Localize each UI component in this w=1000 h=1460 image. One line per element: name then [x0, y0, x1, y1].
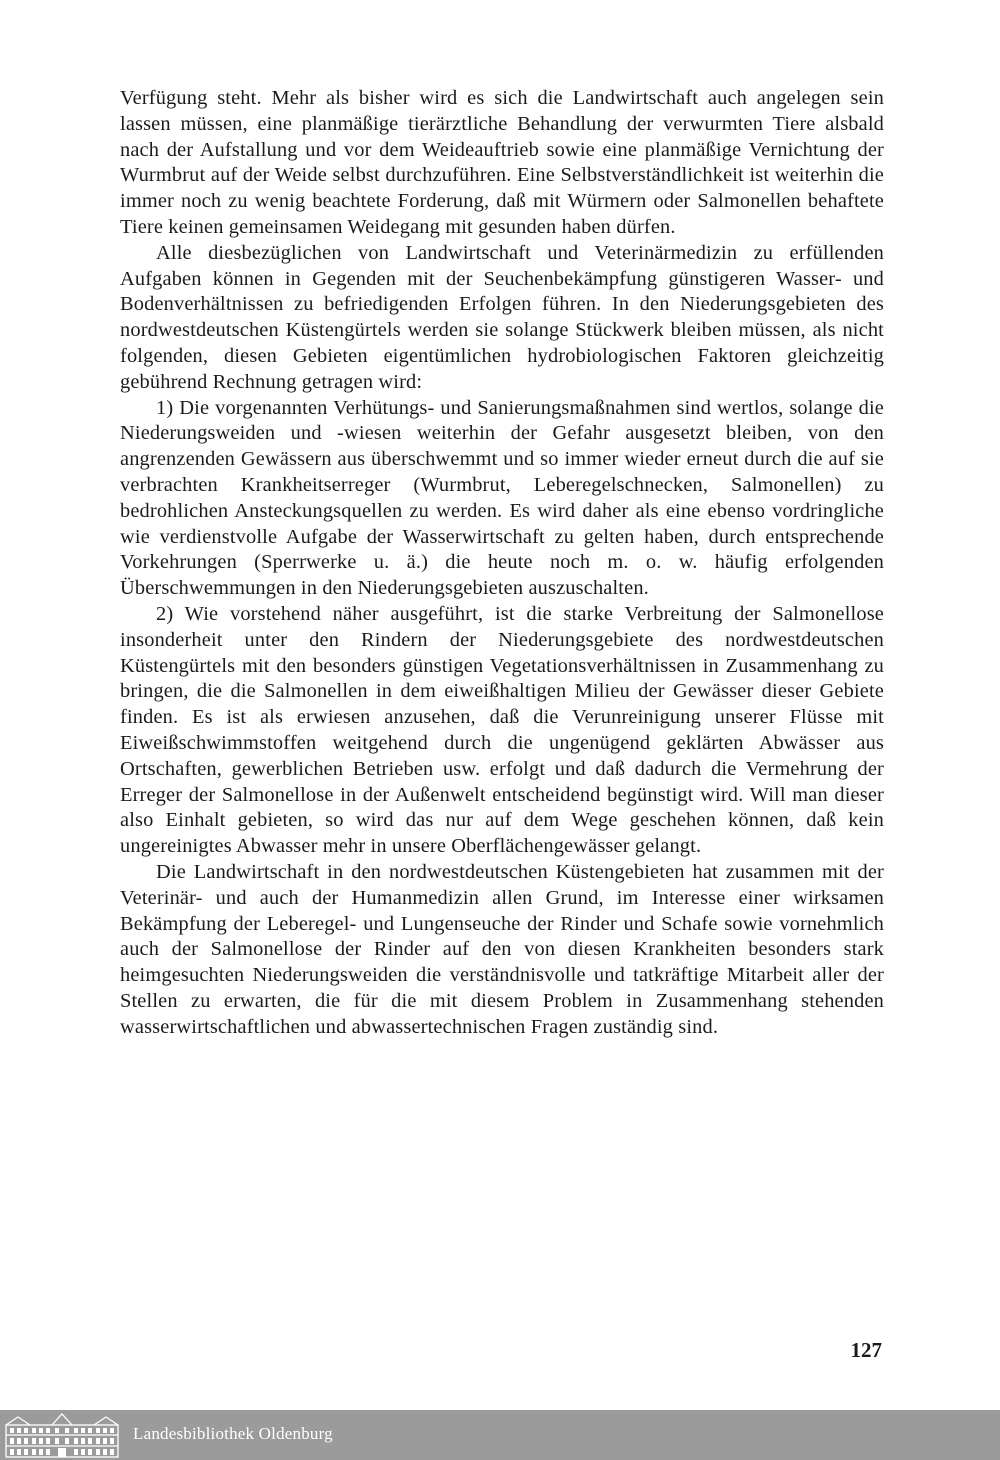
- paragraph-conclusion: Die Landwirtschaft in den nordwestdeutschen Küstengebieten hat zusammen mit der Veterinär- und auch der Humanmedizin allen Grund, im Interesse einer wirksamen Bekämpfung der Leberegel- und Lungenseuche der Rinder und Schafe sowie vornehmlich auch der Salmonellose der Rinder auf den von diesen Krankheiten besonders stark heimgesuchten Niederungsweiden die verständnisvolle und tatkräftige Mitarbeit aller der Stellen zu erwarten, die für die mit diesem Problem in Zusammenhang stehenden wasserwirtschaftlichen und abwassertechnischen Fragen zuständig sind.: [120, 860, 884, 1038]
- page-number: 127: [850, 1338, 882, 1362]
- footer-bar: [0, 1410, 1000, 1460]
- library-building-icon: [2, 1411, 122, 1459]
- footer-library-name: Landesbibliothek Oldenburg: [133, 1424, 333, 1443]
- paragraph-tasks: Alle diesbezüglichen von Landwirtschaft und Veterinärmedizin zu erfüllenden Aufgaben können in Gegenden mit der Seuchenbekämpfung günstigeren Wasser- und Bodenverhältnissen zu befriedigenden Erfolgen führen. In den Niederungsgebieten des nordwestdeutschen Küstengürtels werden sie solange Stückwerk bleiben müssen, als nicht folgenden, diesen Gebieten eigentümlichen hydrobiologischen Faktoren gleichzeitig gebührend Rechnung getragen wird:: [120, 241, 884, 393]
- paragraph-point-2: 2) Wie vorstehend näher ausgeführt, ist die starke Verbreitung der Salmonellose insonderheit unter den Rindern der Niederungsgebiete des nordwestdeutschen Küstengürtels mit den besonders günstigen Vegetationsverhältnissen in Zusammenhang zu bringen, die die Salmonellen in dem eiweißhaltigen Milieu der Gewässer dieser Gebiete finden. Es ist als erwiesen anzusehen, daß die Verunreinigung unserer Flüsse mit Eiweißschwimmstoffen weitgehend durch die ungenügend geklärten Abwässer aus Ortschaften, gewerblichen Betrieben usw. erfolgt und daß dadurch die Vermehrung der Erreger der Salmonellose in der Außenwelt entscheidend begünstigt wird. Will man dieser also Einhalt gebieten, so wird das nur auf dem Wege geschehen können, daß kein ungereinigtes Abwasser mehr in unsere Oberflächengewässer gelangt.: [120, 602, 884, 858]
- paragraph-continuation: Verfügung steht. Mehr als bisher wird es sich die Landwirtschaft auch angelegen sein lassen müssen, eine planmäßige tierärztliche Behandlung der verwurmten Tiere alsbald nach der Aufstallung und vor dem Weideauftrieb sowie eine planmäßige Vernichtung der Wurmbrut auf der Weide selbst durchzuführen. Eine Selbstverständlichkeit ist weiterhin die immer noch zu wenig beachtete Forderung, daß mit Würmern oder Salmonellen behaftete Tiere keinen gemeinsamen Weidegang mit gesunden haben dürfen.: [120, 87, 884, 238]
- paragraph-point-1: 1) Die vorgenannten Verhütungs- und Sanierungsmaßnahmen sind wertlos, solange die Niederungsweiden und -wiesen weiterhin der Gefahr ausgesetzt bleiben, von den angrenzenden Gewässern aus überschwemmt und so immer wieder erneut durch die auf sie verbrachten Krankheitserreger (Wurmbrut, Leberegelschnecken, Salmonellen) zu bedrohlichen Ansteckungsquellen zu werden. Es wird daher als eine ebenso vordringliche wie verdienstvolle Aufgabe der Wasserwirtschaft zu gelten haben, durch entsprechende Vorkehrungen (Sperrwerke u. ä.) die heute noch m. o. w. häufig erfolgenden Überschwemmungen in den Niederungsgebieten auszuschalten.: [120, 396, 884, 600]
- body-text: [120, 86, 884, 1040]
